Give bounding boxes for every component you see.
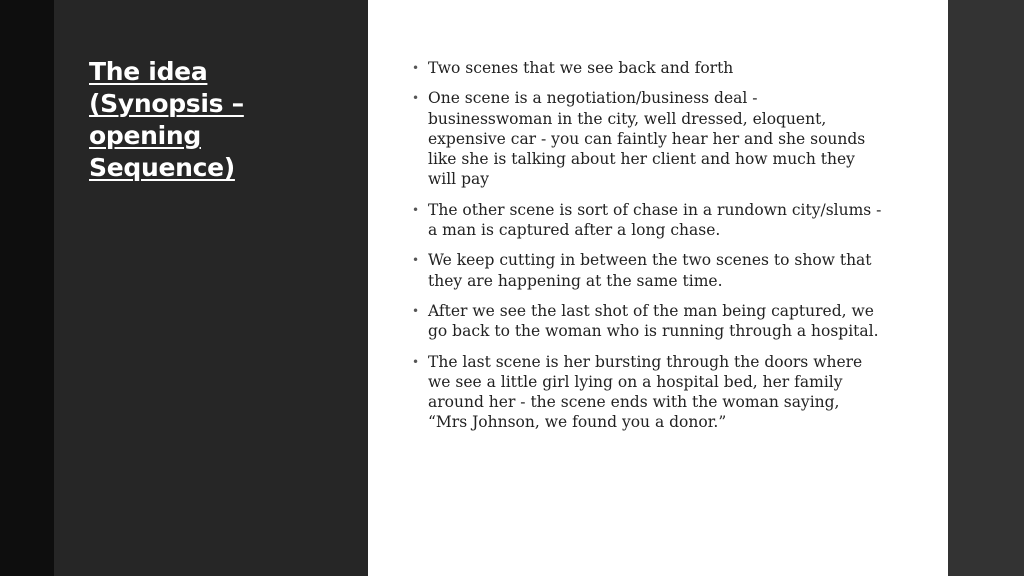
bullet-dot-icon: • (412, 253, 420, 268)
slide-title: The idea (Synopsis – opening Sequence) (89, 57, 244, 182)
bullet-text: Two scenes that we see back and forth (428, 59, 734, 77)
bullet-item (412, 58, 882, 78)
bullet-item (412, 250, 882, 291)
bullet-item (412, 200, 882, 241)
left-accent-strip (0, 0, 54, 576)
bullet-item (412, 301, 882, 342)
bullet-dot-icon: • (412, 91, 420, 106)
bullet-dot-icon: • (412, 354, 420, 369)
bullet-text: One scene is a negotiation/business deal - businesswoman in the city, well dressed, eloquent, expensive car - you can faintly hear her and she sounds like she is talking about her client and how much they will pay (428, 89, 866, 189)
bullet-text: The other scene is sort of chase in a rundown city/slums - a man is captured after a long chase. (428, 200, 882, 240)
bullet-item (412, 352, 882, 433)
bullet-text: We keep cutting in between the two scenes to show that they are happening at the same time. (428, 251, 872, 290)
bullet-dot-icon: • (412, 303, 420, 318)
bullet-dot-icon: • (412, 202, 420, 217)
right-accent-strip (948, 0, 1024, 576)
bullet-text: After we see the last shot of the man being captured, we go back to the woman who is running through a hospital. (428, 301, 879, 341)
bullet-list (412, 58, 882, 443)
bullet-dot-icon: • (412, 61, 420, 75)
bullet-text: The last scene is her bursting through the doors where we see a little girl lying on a hospital bed, her family around her - the scene ends with the woman saying, “Mrs Johnson, we found you a donor.” (428, 352, 863, 432)
bullet-item (412, 88, 882, 189)
